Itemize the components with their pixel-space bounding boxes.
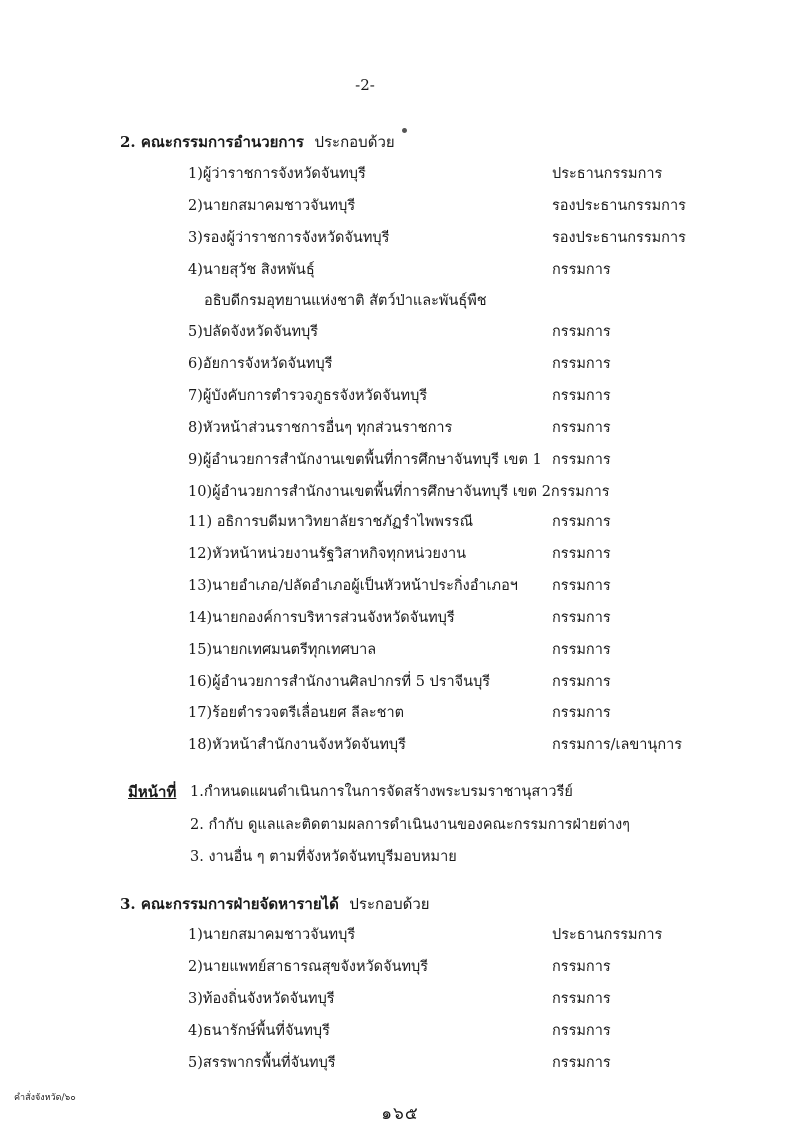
member-role: รองประธานกรรมการ	[552, 198, 686, 214]
member-row	[188, 542, 708, 564]
page-number: -2-	[355, 76, 375, 94]
member-row	[188, 480, 708, 502]
member-row	[188, 574, 708, 596]
member-name: 3)ท้องถิ่นจังหวัดจันทบุรี	[188, 991, 335, 1007]
member-row	[188, 701, 708, 723]
member-role: กรรมการ	[552, 324, 611, 340]
member-name: 11) อธิการบดีมหาวิทยาลัยราชภัฏรำไพพรรณี	[188, 514, 474, 530]
member-row	[188, 384, 708, 406]
member-row	[188, 162, 708, 184]
section-2-title: 2. คณะกรรมการอำนวยการ	[120, 133, 304, 151]
footer-page-number: ๑๖๕	[381, 1104, 419, 1124]
member-role: กรรมการ	[552, 991, 611, 1007]
member-name: 5)ปลัดจังหวัดจันทบุรี	[188, 324, 319, 340]
member-row	[188, 1051, 708, 1073]
member-row	[188, 320, 708, 342]
member-role: กรรมการ	[552, 420, 611, 436]
member-row	[188, 923, 708, 945]
duty-item: 3. งานอื่น ๆ ตามที่จังหวัดจันทบุรีมอบหมาย	[190, 849, 457, 865]
member-name: 15)นายกเทศมนตรีทุกเทศบาล	[188, 642, 377, 658]
footer-note: คำสั่งจังหวัด/๖๐	[14, 1093, 76, 1103]
member-row	[188, 416, 708, 438]
scan-speck	[402, 128, 407, 133]
member-name: 6)อัยการจังหวัดจันทบุรี	[188, 356, 333, 372]
member-row	[188, 194, 708, 216]
duty-item: 1.กำหนดแผนดำเนินการในการจัดสร้างพระบรมราชานุสาวรีย์	[190, 784, 573, 800]
member-role: กรรมการ	[552, 514, 611, 530]
member-row	[188, 448, 708, 470]
member-name: 2)นายแพทย์สาธารณสุขจังหวัดจันทบุรี	[188, 959, 429, 975]
section-3-title-tail: ประกอบด้วย	[349, 895, 430, 913]
member-role: กรรมการ	[552, 1055, 611, 1071]
member-role: กรรมการ	[552, 262, 611, 278]
member-row	[188, 987, 708, 1009]
member-name: 13)นายอำเภอ/ปลัดอำเภอผู้เป็นหัวหน้าประกิ่งอำเภอฯ	[188, 578, 518, 594]
member-name: 4)ธนารักษ์พื้นที่จันทบุรี	[188, 1023, 330, 1039]
member-name: 1)นายกสมาคมชาวจันทบุรี	[188, 927, 356, 943]
member-role: กรรมการ	[552, 674, 611, 690]
member-role: กรรมการ	[552, 959, 611, 975]
member-row	[188, 1019, 708, 1041]
section-2-title-tail: ประกอบด้วย	[314, 133, 395, 151]
member-role: กรรมการ	[552, 1023, 611, 1039]
member-name: 2)นายกสมาคมชาวจันทบุรี	[188, 198, 356, 214]
member-row	[188, 670, 708, 692]
member-role: กรรมการ	[552, 610, 611, 626]
member-name: 1)ผู้ว่าราชการจังหวัดจันทบุรี	[188, 166, 366, 182]
member-row	[188, 510, 708, 532]
member-role: ประธานกรรมการ	[552, 166, 663, 182]
section-3-title: 3. คณะกรรมการฝ่ายจัดหารายได้	[120, 895, 339, 913]
member-row	[188, 606, 708, 628]
member-role: รองประธานกรรมการ	[552, 230, 686, 246]
member-name: 12)หัวหน้าหน่วยงานรัฐวิสาหกิจทุกหน่วยงาน	[188, 546, 466, 562]
duty-item: 2. กำกับ ดูแลและติดตามผลการดำเนินงานของคณะกรรมการฝ่ายต่างๆ	[190, 817, 630, 833]
member-name: 9)ผู้อำนวยการสำนักงานเขตพื้นที่การศึกษาจันทบุรี เขต 1	[188, 452, 542, 468]
duties-label: มีหน้าที่	[128, 783, 177, 801]
member-name: 10)ผู้อำนวยการสำนักงานเขตพื้นที่การศึกษาจันทบุรี เขต 2กรรมการ	[188, 484, 610, 500]
member-role: ประธานกรรมการ	[552, 927, 663, 943]
member-name: 3)รองผู้ว่าราชการจังหวัดจันทบุรี	[188, 230, 390, 246]
section-3-heading	[120, 892, 430, 916]
member-row	[188, 955, 708, 977]
member-row	[188, 638, 708, 660]
member-role: กรรมการ	[552, 452, 611, 468]
member-name: 8)หัวหน้าส่วนราชการอื่นๆ ทุกส่วนราชการ	[188, 420, 453, 436]
member-name: 5)สรรพากรพื้นที่จันทบุรี	[188, 1055, 336, 1071]
member-role: กรรมการ	[552, 356, 611, 372]
member-row	[188, 733, 708, 755]
member-row	[188, 352, 708, 374]
member-row	[188, 258, 708, 280]
section-2-heading	[120, 130, 395, 154]
member-name: 4)นายสุวัช สิงหพันธุ์	[188, 262, 315, 278]
member-role: กรรมการ	[552, 578, 611, 594]
member-role: กรรมการ	[552, 546, 611, 562]
member-role: กรรมการ/เลขานุการ	[552, 737, 683, 753]
member-role: กรรมการ	[552, 642, 611, 658]
member-name: 14)นายกองค์การบริหารส่วนจังหวัดจันทบุรี	[188, 610, 455, 626]
member-row	[188, 226, 708, 248]
member-name: 18)หัวหน้าสำนักงานจังหวัดจันทบุรี	[188, 737, 406, 753]
member-4-subtitle: อธิบดีกรมอุทยานแห่งชาติ สัตว์ป่าและพันธุ์พืช	[204, 293, 487, 309]
member-name: 7)ผู้บังคับการตำรวจภูธรจังหวัดจันทบุรี	[188, 388, 428, 404]
member-role: กรรมการ	[552, 388, 611, 404]
member-role: กรรมการ	[552, 705, 611, 721]
member-name: 17)ร้อยตำรวจตรีเลื่อนยศ ลีละชาต	[188, 705, 405, 721]
member-name: 16)ผู้อำนวยการสำนักงานศิลปากรที่ 5 ปราจีนบุรี	[188, 674, 491, 690]
